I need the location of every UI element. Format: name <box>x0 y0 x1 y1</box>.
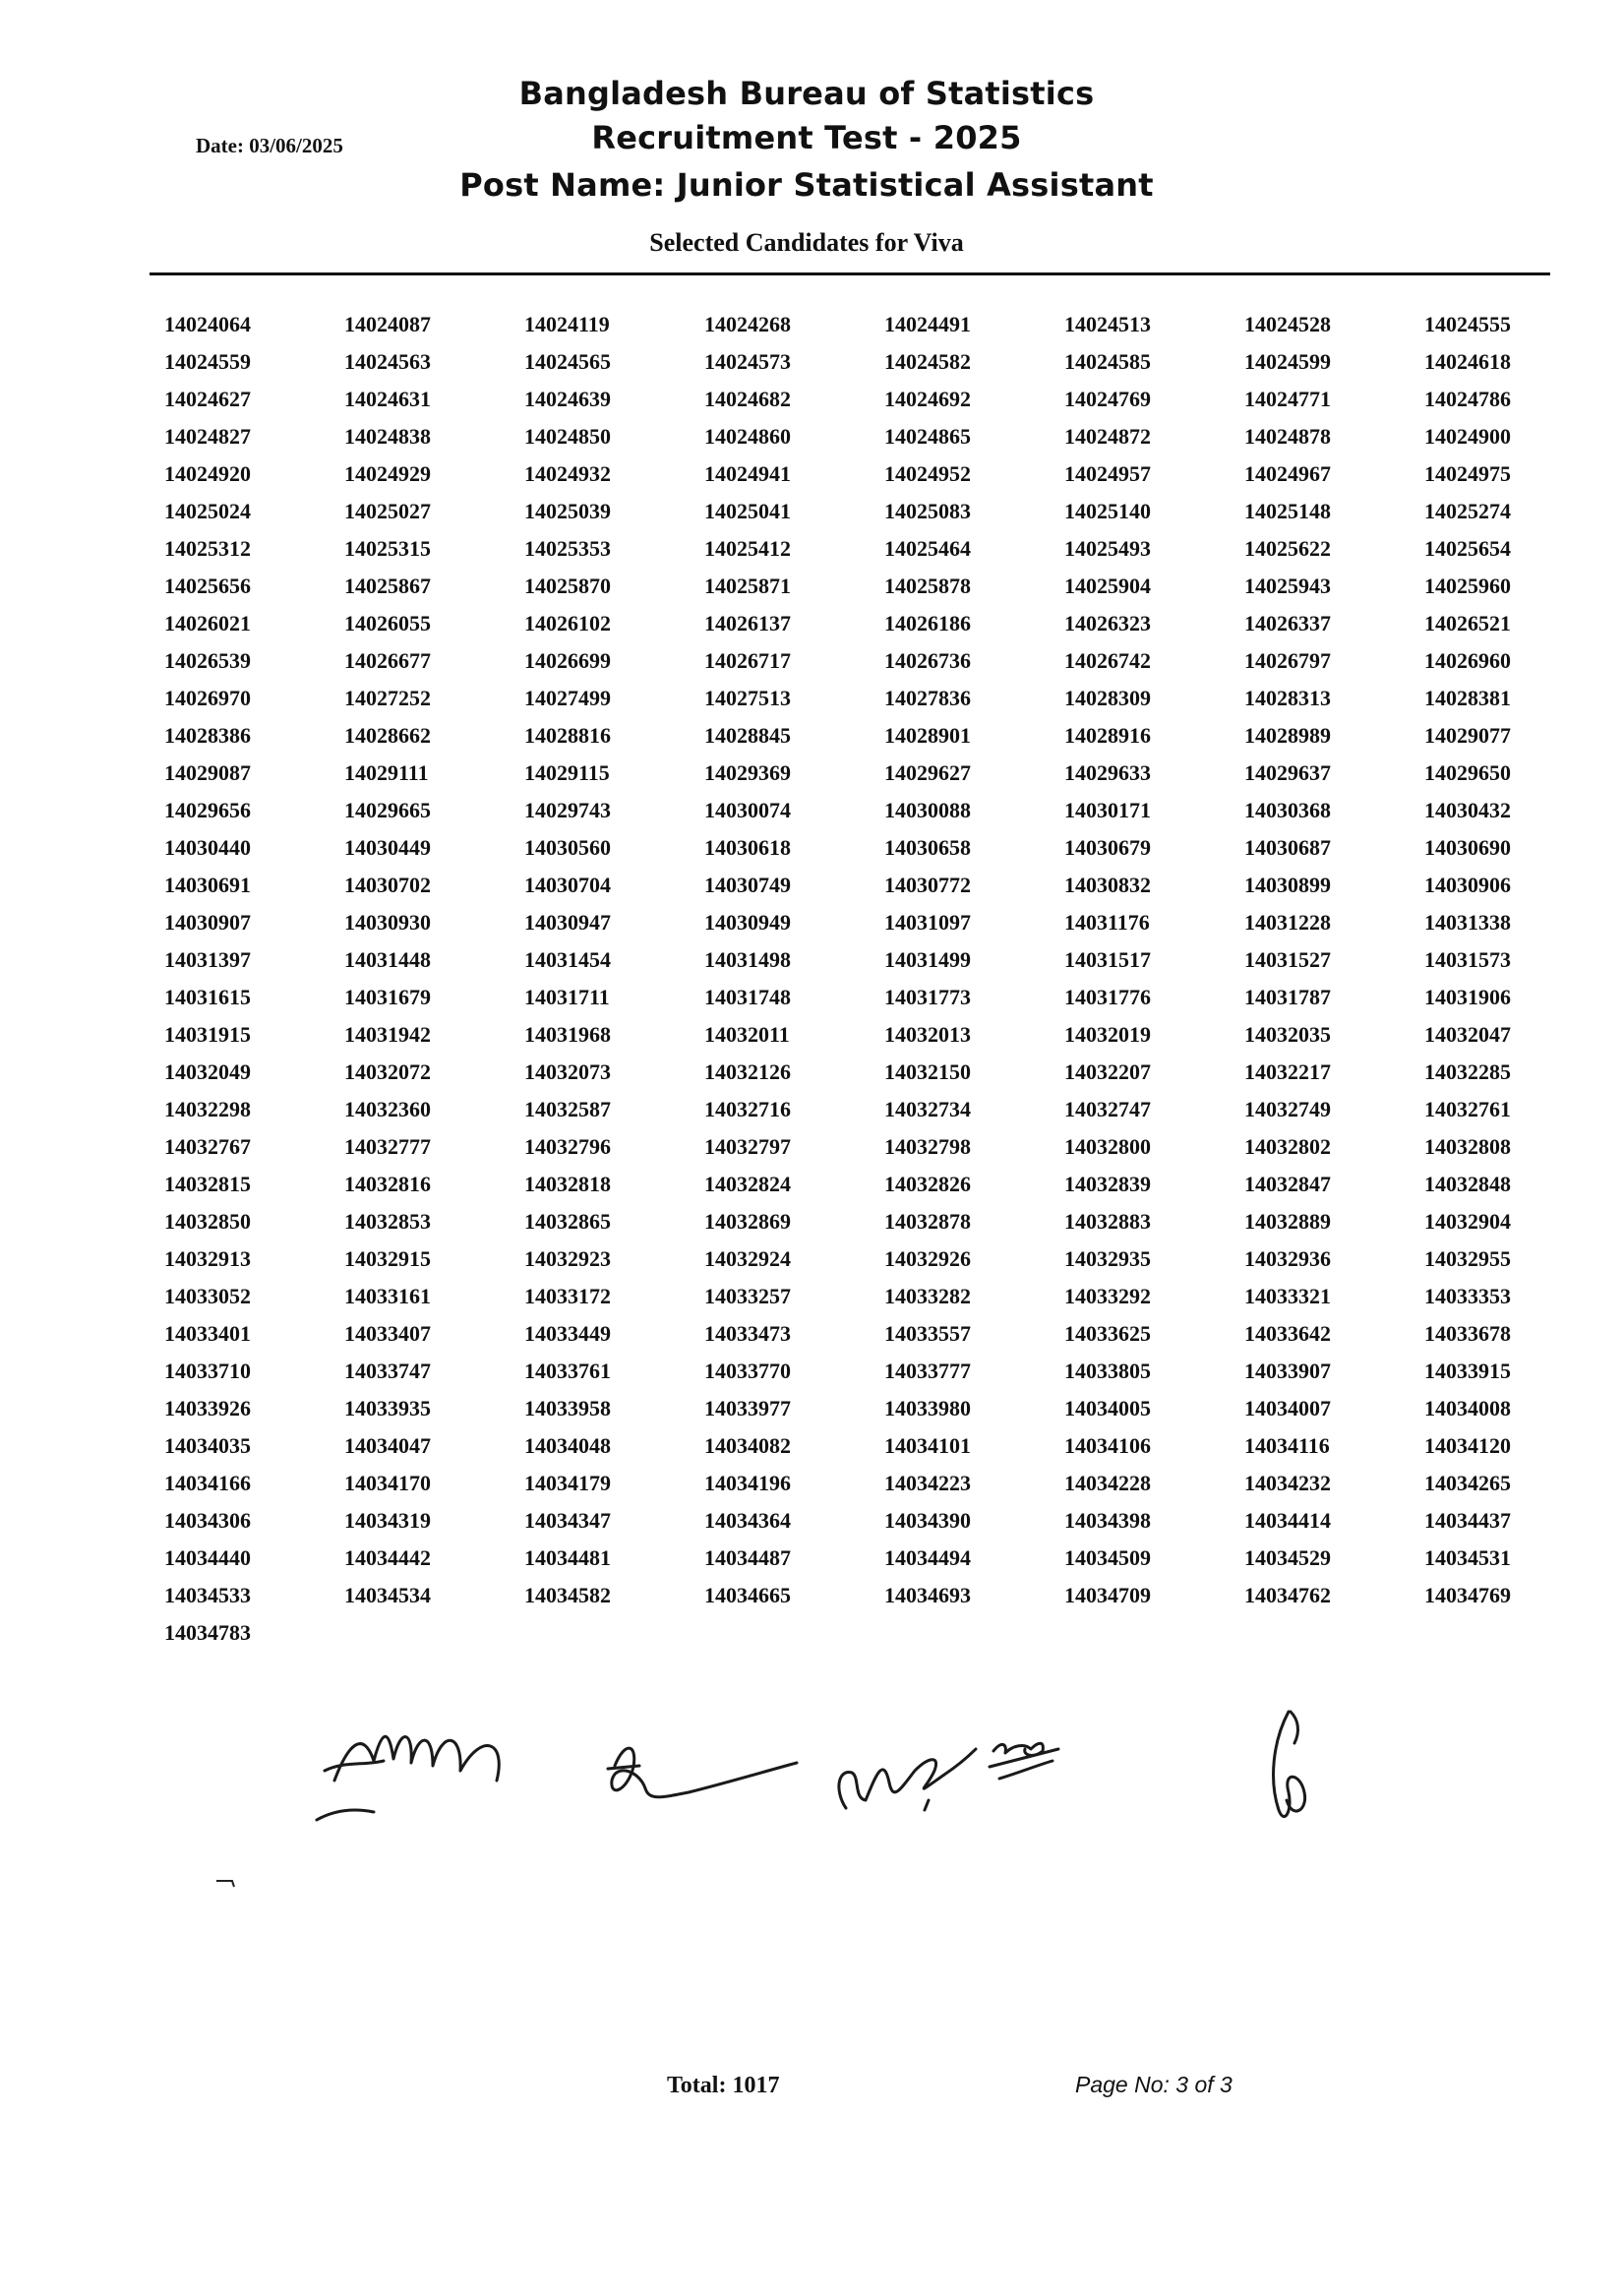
candidate-roll: 14031338 <box>1424 910 1511 935</box>
candidate-roll: 14034120 <box>1424 1433 1511 1458</box>
candidate-roll: 14030832 <box>1064 873 1151 897</box>
candidate-roll: 14034047 <box>344 1433 431 1458</box>
candidate-roll: 14024786 <box>1424 387 1511 411</box>
candidate-roll: 14034228 <box>1064 1471 1151 1495</box>
candidate-roll: 14034223 <box>884 1471 971 1495</box>
candidate-roll: 14026717 <box>704 648 791 673</box>
candidate-roll: 14028309 <box>1064 686 1151 710</box>
candidate-roll: 14032904 <box>1424 1209 1511 1234</box>
candidate-roll: 14034035 <box>164 1433 251 1458</box>
candidate-roll: 14032915 <box>344 1246 431 1271</box>
candidate-roll: 14031499 <box>884 947 971 972</box>
stray-mark <box>214 1877 236 1889</box>
candidate-roll: 14030690 <box>1424 835 1511 860</box>
candidate-roll: 14028845 <box>704 723 791 748</box>
candidate-roll: 14033401 <box>164 1321 251 1346</box>
candidate-roll: 14029627 <box>884 760 971 785</box>
candidate-roll: 14034769 <box>1424 1583 1511 1607</box>
candidate-roll: 14032049 <box>164 1059 251 1084</box>
candidate-roll: 14029077 <box>1424 723 1511 748</box>
candidate-roll: 14024639 <box>524 387 611 411</box>
candidate-roll: 14024975 <box>1424 461 1511 486</box>
candidate-roll: 14032798 <box>884 1134 971 1159</box>
candidate-roll: 14025274 <box>1424 499 1511 523</box>
candidate-roll: 14031454 <box>524 947 611 972</box>
candidate-roll: 14024692 <box>884 387 971 411</box>
candidate-roll: 14031176 <box>1064 910 1150 935</box>
candidate-roll: 14034529 <box>1244 1545 1331 1570</box>
candidate-roll: 14034390 <box>884 1508 971 1533</box>
candidate-roll: 14032749 <box>1244 1097 1331 1121</box>
candidate-roll: 14034364 <box>704 1508 791 1533</box>
candidate-roll: 14031498 <box>704 947 791 972</box>
candidate-roll: 14030772 <box>884 873 971 897</box>
candidate-roll: 14034534 <box>344 1583 431 1607</box>
candidate-roll: 14026797 <box>1244 648 1331 673</box>
candidate-roll: 14034665 <box>704 1583 791 1607</box>
candidate-roll: 14032047 <box>1424 1022 1511 1047</box>
candidate-roll: 14024771 <box>1244 387 1331 411</box>
candidate-roll: 14031748 <box>704 985 791 1009</box>
candidate-roll: 14034306 <box>164 1508 251 1533</box>
candidate-roll: 14034196 <box>704 1471 791 1495</box>
candidate-roll: 14032923 <box>524 1246 611 1271</box>
candidate-roll: 14034582 <box>524 1583 611 1607</box>
candidate-roll: 14030658 <box>884 835 971 860</box>
candidate-roll: 14032883 <box>1064 1209 1151 1234</box>
list-subtitle: Selected Candidates for Viva <box>649 228 964 257</box>
candidate-roll: 14029637 <box>1244 760 1331 785</box>
candidate-roll: 14030899 <box>1244 873 1331 897</box>
candidate-roll: 14024599 <box>1244 349 1331 374</box>
candidate-roll: 14024582 <box>884 349 971 374</box>
candidate-grid <box>164 312 1604 1658</box>
candidate-roll: 14029743 <box>524 798 611 822</box>
candidate-roll: 14024769 <box>1064 387 1151 411</box>
candidate-roll: 14024585 <box>1064 349 1151 374</box>
candidate-roll: 14032848 <box>1424 1172 1511 1196</box>
candidate-roll: 14025943 <box>1244 574 1331 598</box>
candidate-roll: 14030906 <box>1424 873 1511 897</box>
candidate-roll: 14032747 <box>1064 1097 1151 1121</box>
candidate-roll: 14031787 <box>1244 985 1331 1009</box>
candidate-roll: 14030432 <box>1424 798 1511 822</box>
candidate-roll: 14024631 <box>344 387 431 411</box>
candidate-roll: 14027836 <box>884 686 971 710</box>
candidate-roll: 14031711 <box>524 985 610 1009</box>
candidate-roll: 14032936 <box>1244 1246 1331 1271</box>
candidate-roll: 14032955 <box>1424 1246 1511 1271</box>
candidate-roll: 14033977 <box>704 1396 791 1420</box>
candidate-roll: 14029115 <box>524 760 610 785</box>
candidate-roll: 14029087 <box>164 760 251 785</box>
candidate-roll: 14028901 <box>884 723 971 748</box>
signature-4 <box>990 1743 1058 1779</box>
candidate-roll: 14032035 <box>1244 1022 1331 1047</box>
candidate-roll: 14032850 <box>164 1209 251 1234</box>
candidate-roll: 14032073 <box>524 1059 611 1084</box>
candidate-roll: 14024865 <box>884 424 971 449</box>
candidate-roll: 14032826 <box>884 1172 971 1196</box>
candidate-roll: 14024064 <box>164 312 251 336</box>
candidate-roll: 14024932 <box>524 461 611 486</box>
candidate-roll: 14032716 <box>704 1097 791 1121</box>
candidate-roll: 14026736 <box>884 648 971 673</box>
candidate-roll: 14025312 <box>164 536 251 561</box>
candidate-roll: 14032802 <box>1244 1134 1331 1159</box>
candidate-roll: 14032865 <box>524 1209 611 1234</box>
candidate-roll: 14030749 <box>704 873 791 897</box>
candidate-roll: 14034494 <box>884 1545 971 1570</box>
candidate-roll: 14031527 <box>1244 947 1331 972</box>
organization-title: Bangladesh Bureau of Statistics <box>518 75 1095 112</box>
candidate-roll: 14033935 <box>344 1396 431 1420</box>
candidate-roll: 14024682 <box>704 387 791 411</box>
candidate-roll: 14032360 <box>344 1097 431 1121</box>
candidate-roll: 14030074 <box>704 798 791 822</box>
candidate-roll: 14030949 <box>704 910 791 935</box>
candidate-roll: 14033282 <box>884 1284 971 1308</box>
candidate-roll: 14032796 <box>524 1134 611 1159</box>
candidate-roll: 14026521 <box>1424 611 1511 635</box>
candidate-roll: 14028381 <box>1424 686 1511 710</box>
candidate-roll: 14032013 <box>884 1022 971 1047</box>
candidate-roll: 14034487 <box>704 1545 791 1570</box>
candidate-roll: 14026699 <box>524 648 611 673</box>
candidate-roll: 14031968 <box>524 1022 611 1047</box>
candidate-roll: 14034179 <box>524 1471 611 1495</box>
candidate-roll: 14025493 <box>1064 536 1151 561</box>
candidate-roll: 14034509 <box>1064 1545 1151 1570</box>
candidate-roll: 14032285 <box>1424 1059 1511 1084</box>
candidate-roll: 14025654 <box>1424 536 1511 561</box>
candidate-roll: 14031679 <box>344 985 431 1009</box>
candidate-roll: 14024565 <box>524 349 611 374</box>
candidate-roll: 14034481 <box>524 1545 611 1570</box>
candidate-roll: 14030907 <box>164 910 251 935</box>
candidate-roll: 14032869 <box>704 1209 791 1234</box>
candidate-roll: 14025353 <box>524 536 611 561</box>
candidate-roll: 14030947 <box>524 910 611 935</box>
candidate-roll: 14024618 <box>1424 349 1511 374</box>
candidate-roll: 14033625 <box>1064 1321 1151 1346</box>
candidate-roll: 14034005 <box>1064 1396 1151 1420</box>
candidate-roll: 14032913 <box>164 1246 251 1271</box>
candidate-roll: 14034347 <box>524 1508 611 1533</box>
candidate-roll: 14025140 <box>1064 499 1151 523</box>
candidate-roll: 14024573 <box>704 349 791 374</box>
candidate-roll: 14030449 <box>344 835 431 860</box>
candidate-roll: 14032761 <box>1424 1097 1511 1121</box>
candidate-roll: 14025871 <box>704 574 791 598</box>
candidate-roll: 14024563 <box>344 349 431 374</box>
candidate-roll: 14026960 <box>1424 648 1511 673</box>
candidate-roll: 14034709 <box>1064 1583 1151 1607</box>
candidate-roll: 14024528 <box>1244 312 1331 336</box>
candidate-roll: 14032815 <box>164 1172 251 1196</box>
candidate-roll: 14033642 <box>1244 1321 1331 1346</box>
candidate-roll: 14033805 <box>1064 1359 1151 1383</box>
candidate-roll: 14032816 <box>344 1172 431 1196</box>
candidate-roll: 14025083 <box>884 499 971 523</box>
candidate-roll: 14025039 <box>524 499 611 523</box>
candidate-roll: 14028662 <box>344 723 431 748</box>
candidate-roll: 14027252 <box>344 686 431 710</box>
candidate-roll: 14034783 <box>164 1620 251 1645</box>
candidate-roll: 14024491 <box>884 312 971 336</box>
candidate-roll: 14025315 <box>344 536 431 561</box>
candidate-roll: 14034101 <box>884 1433 971 1458</box>
candidate-roll: 14032847 <box>1244 1172 1331 1196</box>
candidate-roll: 14026677 <box>344 648 431 673</box>
candidate-roll: 14030679 <box>1064 835 1151 860</box>
candidate-roll: 14033407 <box>344 1321 431 1346</box>
candidate-roll: 14033353 <box>1424 1284 1511 1308</box>
candidate-roll: 14033915 <box>1424 1359 1511 1383</box>
candidate-roll: 14025870 <box>524 574 611 598</box>
candidate-roll: 14034437 <box>1424 1508 1511 1533</box>
candidate-roll: 14031397 <box>164 947 251 972</box>
candidate-roll: 14024860 <box>704 424 791 449</box>
candidate-roll: 14034533 <box>164 1583 251 1607</box>
candidate-roll: 14032767 <box>164 1134 251 1159</box>
candidate-roll: 14024559 <box>164 349 251 374</box>
candidate-roll: 14034265 <box>1424 1471 1511 1495</box>
candidate-roll: 14031517 <box>1064 947 1151 972</box>
candidate-roll: 14032935 <box>1064 1246 1151 1271</box>
candidate-roll: 14024555 <box>1424 312 1511 336</box>
candidate-roll: 14034319 <box>344 1508 431 1533</box>
candidate-roll: 14024838 <box>344 424 431 449</box>
candidate-roll: 14034531 <box>1424 1545 1511 1570</box>
candidate-roll: 14033557 <box>884 1321 971 1346</box>
candidate-roll: 14032839 <box>1064 1172 1151 1196</box>
candidate-roll: 14033678 <box>1424 1321 1511 1346</box>
candidate-roll: 14034007 <box>1244 1396 1331 1420</box>
candidate-roll: 14026102 <box>524 611 611 635</box>
candidate-roll: 14031573 <box>1424 947 1511 972</box>
candidate-roll: 14033292 <box>1064 1284 1151 1308</box>
total-count: Total: 1017 <box>667 2073 780 2098</box>
candidate-roll: 14029650 <box>1424 760 1511 785</box>
candidate-roll: 14024952 <box>884 461 971 486</box>
candidate-roll: 14034232 <box>1244 1471 1331 1495</box>
candidate-roll: 14025148 <box>1244 499 1331 523</box>
candidate-roll: 14029369 <box>704 760 791 785</box>
candidate-roll: 14034693 <box>884 1583 971 1607</box>
candidate-roll: 14031228 <box>1244 910 1331 935</box>
candidate-roll: 14033449 <box>524 1321 611 1346</box>
signature-1 <box>317 1736 499 1820</box>
candidate-roll: 14032011 <box>704 1022 790 1047</box>
candidate-roll: 14031915 <box>164 1022 251 1047</box>
candidate-roll: 14025027 <box>344 499 431 523</box>
candidate-roll: 14032924 <box>704 1246 791 1271</box>
candidate-roll: 14024827 <box>164 424 251 449</box>
candidate-roll: 14024878 <box>1244 424 1331 449</box>
candidate-roll: 14031942 <box>344 1022 431 1047</box>
candidate-roll: 14032800 <box>1064 1134 1151 1159</box>
candidate-roll: 14025656 <box>164 574 251 598</box>
candidate-roll: 14032818 <box>524 1172 611 1196</box>
candidate-roll: 14033052 <box>164 1284 251 1308</box>
candidate-roll: 14026337 <box>1244 611 1331 635</box>
candidate-roll: 14030088 <box>884 798 971 822</box>
candidate-roll: 14031615 <box>164 985 251 1009</box>
candidate-roll: 14030440 <box>164 835 251 860</box>
candidate-roll: 14034398 <box>1064 1508 1151 1533</box>
candidate-roll: 14026021 <box>164 611 251 635</box>
candidate-roll: 14027499 <box>524 686 611 710</box>
candidate-roll: 14025878 <box>884 574 971 598</box>
candidate-roll: 14032298 <box>164 1097 251 1121</box>
candidate-roll: 14029633 <box>1064 760 1151 785</box>
candidate-roll: 14026137 <box>704 611 791 635</box>
candidate-roll: 14025412 <box>704 536 791 561</box>
candidate-roll: 14024967 <box>1244 461 1331 486</box>
header-rule <box>150 272 1550 275</box>
candidate-roll: 14025960 <box>1424 574 1511 598</box>
candidate-roll: 14024268 <box>704 312 791 336</box>
candidate-roll: 14034166 <box>164 1471 251 1495</box>
candidate-roll: 14025041 <box>704 499 791 523</box>
candidate-roll: 14032072 <box>344 1059 431 1084</box>
candidate-roll: 14028386 <box>164 723 251 748</box>
candidate-roll: 14033161 <box>344 1284 431 1308</box>
candidate-roll: 14030368 <box>1244 798 1331 822</box>
candidate-roll: 14032734 <box>884 1097 971 1121</box>
signature-3 <box>839 1749 976 1810</box>
candidate-roll: 14032207 <box>1064 1059 1151 1084</box>
candidate-roll: 14032878 <box>884 1209 971 1234</box>
candidate-roll: 14030702 <box>344 873 431 897</box>
page-number: Page No: 3 of 3 <box>1075 2072 1232 2097</box>
candidate-roll: 14025464 <box>884 536 971 561</box>
candidate-roll: 14034762 <box>1244 1583 1331 1607</box>
candidate-roll: 14029111 <box>344 760 429 785</box>
candidate-roll: 14034414 <box>1244 1508 1331 1533</box>
candidate-roll: 14033321 <box>1244 1284 1331 1308</box>
candidate-roll: 14032217 <box>1244 1059 1331 1084</box>
candidate-roll: 14024900 <box>1424 424 1511 449</box>
candidate-roll: 14029656 <box>164 798 251 822</box>
candidate-roll: 14034008 <box>1424 1396 1511 1420</box>
candidate-roll: 14030171 <box>1064 798 1151 822</box>
candidate-roll: 14026742 <box>1064 648 1151 673</box>
candidate-roll: 14033710 <box>164 1359 251 1383</box>
signatures <box>295 1672 1377 1830</box>
candidate-roll: 14025867 <box>344 574 431 598</box>
candidate-roll: 14030704 <box>524 873 611 897</box>
candidate-roll: 14033926 <box>164 1396 251 1420</box>
candidate-roll: 14025904 <box>1064 574 1151 598</box>
signature-2 <box>608 1748 797 1797</box>
candidate-roll: 14033761 <box>524 1359 611 1383</box>
candidate-roll: 14032797 <box>704 1134 791 1159</box>
candidate-roll: 14024957 <box>1064 461 1151 486</box>
date-label: Date: 03/06/2025 <box>196 134 343 157</box>
candidate-roll: 14025622 <box>1244 536 1331 561</box>
candidate-roll: 14024087 <box>344 312 431 336</box>
candidate-roll: 14024513 <box>1064 312 1151 336</box>
candidate-roll: 14034106 <box>1064 1433 1151 1458</box>
candidate-roll: 14034116 <box>1244 1433 1330 1458</box>
candidate-roll: 14034082 <box>704 1433 791 1458</box>
candidate-roll: 14033257 <box>704 1284 791 1308</box>
candidate-roll: 14032777 <box>344 1134 431 1159</box>
candidate-roll: 14026970 <box>164 686 251 710</box>
candidate-roll: 14024872 <box>1064 424 1151 449</box>
candidate-roll: 14034048 <box>524 1433 611 1458</box>
candidate-roll: 14032150 <box>884 1059 971 1084</box>
candidate-roll: 14033907 <box>1244 1359 1331 1383</box>
candidate-roll: 14032019 <box>1064 1022 1151 1047</box>
candidate-roll: 14030618 <box>704 835 791 860</box>
candidate-roll: 14033770 <box>704 1359 791 1383</box>
candidate-roll: 14024627 <box>164 387 251 411</box>
candidate-roll: 14030930 <box>344 910 431 935</box>
candidate-roll: 14031776 <box>1064 985 1151 1009</box>
candidate-roll: 14031906 <box>1424 985 1511 1009</box>
candidate-roll: 14028989 <box>1244 723 1331 748</box>
candidate-roll: 14026186 <box>884 611 971 635</box>
candidate-roll: 14028313 <box>1244 686 1331 710</box>
candidate-roll: 14031773 <box>884 985 971 1009</box>
candidate-roll: 14030691 <box>164 873 251 897</box>
candidate-roll: 14029665 <box>344 798 431 822</box>
test-title: Recruitment Test - 2025 <box>591 119 1022 156</box>
candidate-roll: 14025024 <box>164 499 251 523</box>
candidate-roll: 14034442 <box>344 1545 431 1570</box>
candidate-roll: 14024119 <box>524 312 610 336</box>
candidate-roll: 14030560 <box>524 835 611 860</box>
candidate-roll: 14026539 <box>164 648 251 673</box>
candidate-roll: 14034170 <box>344 1471 431 1495</box>
candidate-roll: 14032808 <box>1424 1134 1511 1159</box>
candidate-roll: 14034440 <box>164 1545 251 1570</box>
candidate-roll: 14032889 <box>1244 1209 1331 1234</box>
candidate-roll: 14033747 <box>344 1359 431 1383</box>
candidate-roll: 14026055 <box>344 611 431 635</box>
candidate-roll: 14031097 <box>884 910 971 935</box>
candidate-roll: 14033958 <box>524 1396 611 1420</box>
candidate-roll: 14028916 <box>1064 723 1151 748</box>
candidate-roll: 14033980 <box>884 1396 971 1420</box>
candidate-roll: 14024920 <box>164 461 251 486</box>
candidate-roll: 14027513 <box>704 686 791 710</box>
candidate-roll: 14031448 <box>344 947 431 972</box>
post-title: Post Name: Junior Statistical Assistant <box>459 166 1154 204</box>
candidate-roll: 14026323 <box>1064 611 1151 635</box>
candidate-roll: 14033777 <box>884 1359 971 1383</box>
candidate-roll: 14024941 <box>704 461 791 486</box>
candidate-roll: 14024850 <box>524 424 611 449</box>
candidate-roll: 14033473 <box>704 1321 791 1346</box>
candidate-roll: 14028816 <box>524 723 611 748</box>
signature-5 <box>1274 1712 1305 1817</box>
candidate-roll: 14024929 <box>344 461 431 486</box>
candidate-roll: 14032587 <box>524 1097 611 1121</box>
candidate-roll: 14032126 <box>704 1059 791 1084</box>
candidate-roll: 14032824 <box>704 1172 791 1196</box>
candidate-roll: 14032926 <box>884 1246 971 1271</box>
candidate-roll: 14032853 <box>344 1209 431 1234</box>
candidate-roll: 14033172 <box>524 1284 611 1308</box>
candidate-roll: 14030687 <box>1244 835 1331 860</box>
